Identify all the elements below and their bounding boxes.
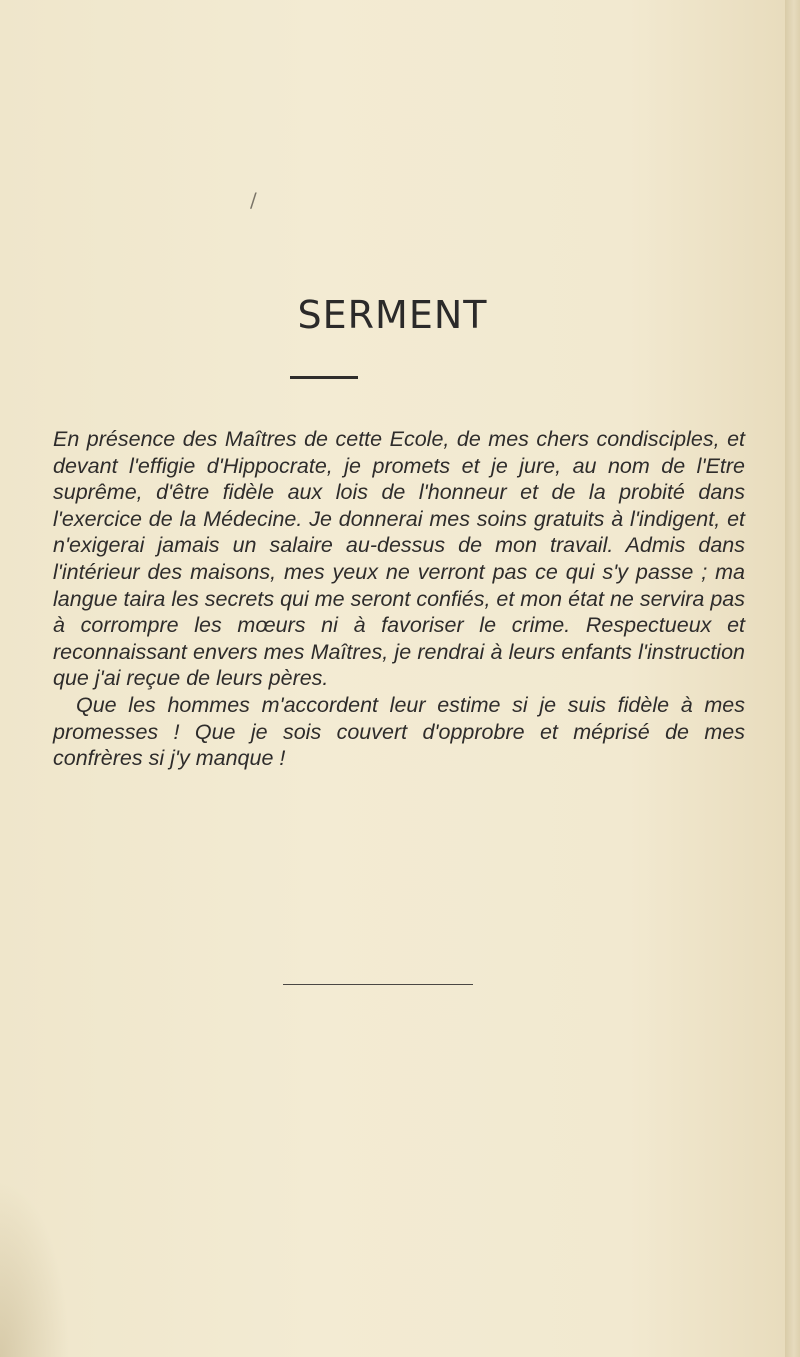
- oath-paragraph-1: En présence des Maîtres de cette Ecole, de mes chers condisciples, et devant l'effigie d'Hippocrate, je promets et je jure, au nom de l'Etre suprême, d'être fidèle aux lois de l'honneur et de la probité dans l'exercice de la Médecine. Je donnerai mes soins gratuits à l'indigent, et n'exigerai jamais un salaire au-dessus de mon travail. Admis dans l'intérieur des maisons, mes yeux ne verront pas ce qui s'y passe ; ma langue taira les secrets qui me seront confiés, et mon état ne servira pas à corrompre les mœurs ni à favoriser le crime. Respectueux et reconnaissant envers mes Maîtres, je rendrai à leurs enfants l'instruction que j'ai reçue de leurs pères.: [53, 427, 745, 691]
- page-edge: [785, 0, 800, 1357]
- paper-stain: [0, 1180, 70, 1357]
- closing-divider: [283, 984, 473, 985]
- page-title: SERMENT: [297, 293, 488, 337]
- oath-text: [53, 426, 745, 772]
- oath-paragraph-2: Que les hommes m'accordent leur estime si je suis fidèle à mes promesses ! Que je sois couvert d'opprobre et méprisé de mes confrères si j'y manque !: [53, 692, 745, 771]
- pencil-mark: /: [250, 188, 257, 212]
- title-underline: [290, 376, 358, 379]
